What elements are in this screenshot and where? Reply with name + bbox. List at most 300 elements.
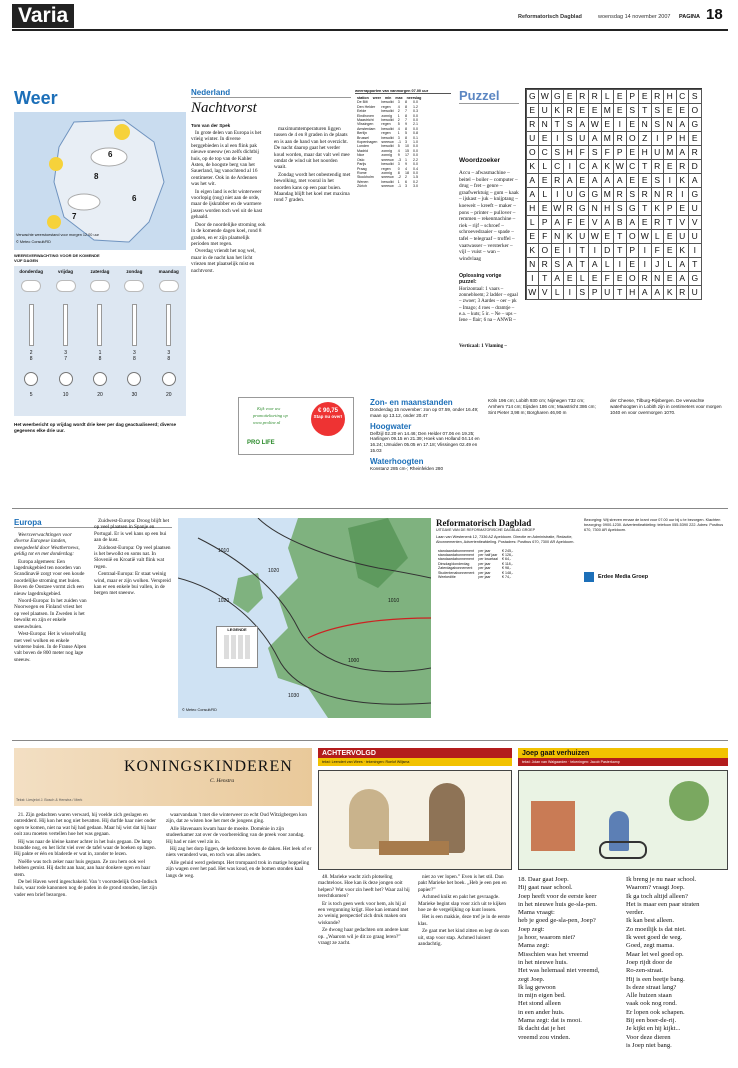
table-cell: 8 [404, 104, 407, 109]
grid-letter: W [538, 89, 552, 104]
grid-letter: E [576, 173, 590, 188]
page-number: 18 [706, 6, 723, 23]
table-row [355, 184, 420, 188]
waterhoogten-title: Waterhoogten [370, 456, 424, 466]
paragraph: Noëlle was toch zeker naar huis gegaan. Ze zou hem ook wel hebben gemist. Hij dacht aan haar, aan haar donkere ogen en haar stem. [14, 858, 151, 878]
isobar-label: 1010 [218, 548, 230, 554]
story-line: Het was helemaal niet vreemd, [518, 967, 600, 975]
table-cell: Zürich [357, 184, 367, 189]
grid-letter: F [601, 145, 615, 160]
wind-icon [127, 372, 141, 386]
table-cell: sneeuw [381, 140, 394, 145]
grid-letter: C [538, 145, 552, 160]
subscription-table [436, 549, 515, 580]
table-cell: per jaar [478, 570, 491, 575]
table-cell: 17 [404, 153, 409, 158]
paragraph: Centraal-Europa: Er staat weinig wind, maar er zijn wolken. Verspreid kan er een enkele bui vallen, in de bergen met sneeuw. [94, 571, 171, 597]
table-cell: per jaar [478, 561, 491, 566]
grid-letter: P [613, 145, 627, 160]
paragraph: West-Europa: Het is wisselvallig met veel wolken en enkele winterse buien. In de Franse Alpen valt boven de 800 meter nog lage sneeuw. [14, 631, 87, 663]
zon-text: Donderdag 15 november: zon op 07.59, onder 16.49; maan op 13.12, onder 20.47 [370, 407, 479, 418]
table-cell: 2.1 [412, 122, 418, 127]
grid-letter: I [551, 131, 565, 146]
grid-letter: Z [638, 131, 652, 146]
grid-letter: L [551, 285, 565, 300]
grid-letter: V [688, 215, 702, 230]
grid-letter: V [588, 215, 602, 230]
grid-letter: N [538, 117, 552, 132]
ad-price: € 90,75 [317, 408, 339, 414]
grid-letter: L [663, 257, 677, 272]
table-cell: -1 [397, 140, 401, 145]
thermometer-icon [63, 304, 68, 346]
grid-letter: A [551, 271, 565, 286]
figure-silhouette [349, 789, 389, 849]
grid-letter: L [538, 159, 552, 174]
grid-letter: E [526, 103, 540, 118]
table-cell: 9 [404, 162, 407, 167]
table-cell: regen [381, 131, 391, 136]
grid-letter: E [626, 117, 640, 132]
grid-letter: R [613, 187, 627, 202]
table-cell: 1.2 [412, 104, 418, 109]
grid-letter: H [676, 131, 690, 146]
table-cell: 0.0 [412, 162, 418, 167]
grid-letter: R [638, 271, 652, 286]
table-cell: Eelde [357, 109, 367, 114]
colofon [436, 518, 578, 728]
day-name: zondag [126, 269, 143, 274]
grid-letter: S [551, 257, 565, 272]
table-cell: standaardabonnement [438, 548, 474, 553]
kicker: Nederland [191, 88, 351, 98]
story-line: Ik ga toch altijd alleen? [626, 892, 688, 900]
map-temp-4: 6 [132, 194, 137, 203]
comic-credits: tekst: Jolan van Walgaarden · tekeningen: Jacob Pasterkamp [518, 758, 728, 766]
grid-letter: F [563, 215, 577, 230]
comic-banner [318, 748, 512, 758]
grid-letter: B [613, 215, 627, 230]
colofon-right [584, 518, 728, 728]
grid-letter: U [526, 131, 540, 146]
forecast-day [117, 266, 151, 416]
grid-letter: W [588, 229, 602, 244]
paragraph: Europa algemeen: Een lagedrukgebied ten noorden van Scandinavië zorgt voor een koude noordelijke stroming met buien. Boven de Oostzee vormt zich een nieuw lagedrukgebied. [14, 558, 85, 597]
isobar-label: 1020 [218, 598, 230, 604]
grid-letter: E [676, 201, 690, 216]
table-cell: € 74,- [501, 575, 512, 580]
isobar-label: 1000 [348, 658, 360, 664]
forecast-day [14, 266, 48, 416]
cloud-icon [21, 280, 41, 292]
intro: Weersverwachtingen voor diverse Europese landen, meegedeeld door Weathernews, geldig tot en met donderdag: [14, 532, 80, 558]
table-cell: 0.0 [412, 113, 418, 118]
grid-letter: E [663, 243, 677, 258]
story-line: Joep rijdt door de [626, 958, 673, 966]
table-cell: 8 [404, 135, 407, 140]
story-line: Ik kan best alleen. [626, 917, 674, 925]
date: woensdag 14 november 2007 [598, 14, 671, 20]
ad-logo: PRO LIFE [247, 440, 275, 446]
grid-letter: I [613, 257, 627, 272]
grid-letter: N [663, 117, 677, 132]
grid-letter: U [676, 229, 690, 244]
temp-max: 7 [64, 356, 67, 362]
story-line: 18. Daar gaat Joep. [518, 876, 569, 883]
serial-author: C. Henstra [210, 778, 235, 784]
story-line: Joep heeft voor de eerste keer [518, 892, 597, 900]
story-line: Is deze straat lang? [626, 983, 677, 991]
grid-letter: E [638, 173, 652, 188]
table-cell: sneeuw [381, 157, 394, 162]
weather-report-table [355, 89, 451, 359]
comic-title: Joep gaat verhuizen [522, 749, 590, 757]
grid-letter: U [576, 131, 590, 146]
grid-letter: A [588, 257, 602, 272]
weer-title: Weer [14, 88, 58, 108]
forecast-day [152, 266, 186, 416]
table-cell: 4 [397, 126, 400, 131]
story-line: Zo moeilijk is dat niet. [626, 925, 686, 933]
paragraph: Zuidoost-Europa: Op veel plaatsen is het bewolkt en soms nat. In Slovenië en Kroatië valt flink wat regen. [94, 544, 171, 570]
grid-letter: G [688, 117, 702, 132]
table-cell: 0.0 [412, 118, 418, 123]
grid-letter: H [638, 145, 652, 160]
grid-letter: O [626, 131, 640, 146]
table-cell: 3 [404, 184, 407, 189]
grid-letter: S [576, 285, 590, 300]
grid-letter: A [588, 173, 602, 188]
grid-letter: R [651, 159, 665, 174]
story-line: in mijn eigen bed. [518, 992, 566, 1000]
wind-icon [93, 372, 107, 386]
grid-letter: I [551, 187, 565, 202]
table-cell: 0.0 [412, 126, 418, 131]
day-name: vrijdag [58, 269, 74, 274]
grid-letter: E [588, 103, 602, 118]
grid-letter: R [688, 145, 702, 160]
table-cell: regen [381, 166, 391, 171]
grid-letter: A [676, 117, 690, 132]
map-temp-3: 7 [72, 212, 77, 221]
paragraph: Noord-Europa: In het zuiden van Noorwegen en Finland vriest het op veel plaatsen. In Zweden is het bewolkt en zijn er enkele sneeuwbuien. [14, 598, 87, 630]
byline: Tom van der Spek [191, 123, 231, 128]
grid-letter: S [626, 103, 640, 118]
word-search-grid [525, 88, 702, 300]
legend-icon [224, 635, 250, 659]
table-cell: 3 [397, 135, 400, 140]
grid-letter: H [563, 145, 577, 160]
grid-letter: R [588, 89, 602, 104]
table-cell: 0 [397, 166, 400, 171]
table-cell: 9 [397, 153, 400, 158]
paper-name: Reformatorisch Dagblad [518, 14, 582, 20]
table-cell: Madrid [357, 148, 368, 153]
table-cell: Studentenabonnement [438, 570, 475, 575]
grid-letter: I [688, 243, 702, 258]
koningskinderen-serial [14, 748, 312, 1062]
comic-banner [518, 748, 728, 758]
grid-letter: T [663, 215, 677, 230]
paragraph: niet zo ver lopen.” Even is het stil. Dan pakt Marieke het boek. „Heb je een pen en papier?” [418, 874, 507, 893]
paragraph: Er is toch geen werk voor hem, als hij al een vergunning krijgt. Hoe kan iemand met zo weinig perspectief zich druk maken om wiskunde? [318, 900, 409, 926]
table-cell: 4 [397, 148, 400, 153]
grid-letter: I [638, 243, 652, 258]
grid-letter: A [601, 173, 615, 188]
wind-value: 20 [97, 392, 103, 398]
story-line: ja hoor, waarom niet? [518, 934, 576, 942]
table-cell: -1 [397, 184, 401, 189]
joep-comic [518, 748, 728, 1062]
table-cell: Weekeditie [438, 575, 456, 580]
bicycle-shape [599, 841, 647, 859]
table-cell: 0.1 [412, 135, 418, 140]
grid-letter: R [538, 257, 552, 272]
grid-letter: A [626, 215, 640, 230]
table-cell: 0.0 [412, 144, 418, 149]
paragraph: Hij zag het dorp liggen, de kerktoren boven de daken. Het leek of er niets veranderd was, en toch was alles anders. [166, 846, 312, 859]
hoogwater-title: Hoogwater [370, 421, 412, 431]
story-line: Alle huizen staan [626, 992, 672, 1000]
table-cell: De Bilt [357, 100, 368, 105]
temp-min: 3 [167, 350, 171, 356]
section-title: Varia [12, 4, 74, 28]
grid-letter: I [526, 271, 540, 286]
story-line: Ik dacht dat je het [518, 1025, 566, 1033]
grid-letter: S [651, 103, 665, 118]
table-cell: 0.0 [412, 153, 418, 158]
table-cell: zonnig [381, 170, 392, 175]
advertisement[interactable] [238, 397, 354, 455]
temp-max: 8 [98, 356, 102, 362]
grid-letter: K [551, 103, 565, 118]
table-cell: € 126,- [501, 553, 514, 557]
story-line: Waarom? vraagt Joep. [626, 884, 685, 892]
story-line: vaak ook nog rond. [626, 1000, 677, 1008]
thermometer-icon [132, 304, 137, 346]
grid-letter: S [613, 201, 627, 216]
temp-max: 8 [29, 356, 33, 362]
table-cell: € 148,- [501, 570, 514, 575]
table-cell: 4 [404, 166, 407, 171]
paragraph: Alle geluid werd gedempt. Het trompaard trok in matige hoppeling zijn wagen over het pad. Het was koud, en de bomen stonden kaal langs de weg. [166, 859, 310, 879]
comic-credits: tekst: Leendert van Wees · tekeningen: Roelof Wiljsma [318, 758, 512, 766]
grid-letter: H [601, 201, 615, 216]
table-cell: 3 [397, 162, 400, 167]
table-cell: 3 [404, 140, 407, 145]
grid-letter: A [601, 215, 615, 230]
table-cell: Rome [357, 170, 367, 175]
grid-letter: E [663, 271, 677, 286]
story-line: Maar let wel goed op. [626, 950, 684, 958]
grid-letter: U [563, 187, 577, 202]
serial-title: KONINGSKINDEREN [124, 758, 293, 775]
grid-letter: E [638, 215, 652, 230]
table-cell: Nice [357, 153, 365, 158]
grid-letter: I [676, 187, 690, 202]
table-cell: Zaterdagabonnement [438, 566, 473, 571]
colofon-title: Reformatorisch Dagblad [436, 518, 532, 528]
tree-shape [669, 781, 709, 821]
paragraph: Zondag wordt het onbestendig met bewolking, met vooral in het noorden kans op een paar buien. Maandag blijft het koel met maxima rond 7 graden. [274, 171, 351, 204]
grid-letter: G [588, 187, 602, 202]
grid-letter: I [613, 117, 627, 132]
grid-letter: E [538, 201, 552, 216]
paragraph: Hij was naar de kleine kamer achter in het huis gegaan. De lamp brandde nog, en het licht viel over de tafel waar de boeken op lagen. Hij pakte er één en bladerde er wat in, zonder te lezen. [14, 838, 156, 858]
grid-letter: R [676, 285, 690, 300]
grid-letter: A [563, 257, 577, 272]
table-cell: 10 [404, 144, 409, 149]
wind-icon [24, 372, 38, 386]
wind-value: 30 [131, 392, 138, 398]
story-line: in een ander huis. [518, 1008, 565, 1016]
grid-letter: T [551, 117, 565, 132]
paragraph: Achmed knikt en pakt het gevraagde. Marieke begint slap voor zich uit te kijken hoe ze de vergelijking op kunt lossen. [418, 894, 507, 914]
comic-panel-image [318, 770, 512, 870]
day-name: maandag [158, 269, 179, 274]
paragraph: maximumtemperaturen liggen tussen de 4 en 8 graden in de plaats en is aan de hand van het overzicht. De nacht daarop gaat het verder koud worden, maar dat valt wel mee omdat de wind uit het noorden waait. [274, 126, 350, 171]
thermometer-icon [29, 304, 34, 346]
grid-letter: I [638, 257, 652, 272]
table-cell: bewolkt [381, 162, 394, 167]
table-cell: sneeuw [381, 184, 394, 189]
grid-letter: G [576, 201, 590, 216]
grid-letter: E [663, 229, 677, 244]
table-cell: 3 [397, 100, 400, 105]
map-temp-1: 6 [108, 150, 113, 159]
wind-value: 10 [62, 392, 69, 398]
grid-letter: E [663, 103, 677, 118]
colofon-subtitle: UITGAVE VAN DE REFORMATORISCHE DAGBLAD GROEP [436, 528, 535, 532]
paragraph: De bel Haven werd ingeschakeld. Van 't voorstedelijk Oost-Indisch huis, waar rode kanonnen nog de paden in de grond stonden, liet zijn vader een brief bezorgen. [14, 879, 158, 898]
grid-letter: R [563, 201, 577, 216]
table-cell: Berlijn [357, 131, 367, 136]
paragraph: Zuidwest-Europa: Droog blijft het op veel plaatsen in Spanje en Portugal. Er is wel kans op een bui aan de kust. [94, 518, 170, 544]
grid-letter: R [651, 215, 665, 230]
grid-letter: S [688, 89, 702, 104]
grid-letter: A [563, 173, 577, 188]
weather-table-body [355, 100, 420, 188]
grid-letter: W [613, 159, 627, 174]
table-cell: zonnig [381, 153, 392, 158]
table-cell: 7 [404, 109, 407, 114]
grid-letter: R [576, 89, 590, 104]
grid-letter: P [626, 243, 640, 258]
grid-letter: S [651, 173, 665, 188]
grid-letter: I [663, 173, 677, 188]
grid-letter: U [688, 229, 702, 244]
solution-title: Oplossing vorige puzzel: [459, 273, 502, 285]
nederland-article [191, 88, 351, 368]
table-cell: Wenen [357, 179, 369, 184]
grid-letter: W [551, 201, 565, 216]
grid-letter: E [563, 271, 577, 286]
map-graphic [14, 112, 186, 250]
grid-letter: T [538, 271, 552, 286]
grid-letter: C [626, 159, 640, 174]
grid-letter: L [601, 89, 615, 104]
grid-letter: G [626, 201, 640, 216]
story-line: Misschien was het vreemd [518, 950, 589, 958]
grid-letter: A [526, 187, 540, 202]
table-cell: zonnig [381, 148, 392, 153]
ad-line-1: Kijk voor uw [257, 406, 281, 411]
grid-letter: R [526, 117, 540, 132]
grid-letter: O [626, 229, 640, 244]
table-cell: bewolkt [381, 135, 394, 140]
grid-letter: E [588, 271, 602, 286]
grid-letter: N [526, 257, 540, 272]
europa-article [14, 518, 172, 728]
table-cell: -3 [397, 157, 401, 162]
table-cell: Oslo [357, 157, 365, 162]
europe-pressure-map [178, 518, 431, 718]
table-cell: standaardabonnement [438, 557, 474, 562]
table-cell: € 98,- [501, 566, 512, 571]
table-cell: Praag [357, 166, 367, 171]
grid-letter: G [688, 271, 702, 286]
table-cell: bewolkt [381, 144, 394, 149]
table-cell: per half jaar [478, 553, 498, 557]
story-line: verder. [626, 909, 645, 917]
grid-letter: J [651, 257, 665, 272]
table-cell: 4 [397, 104, 400, 109]
grid-letter: T [613, 229, 627, 244]
grid-letter: H [663, 89, 677, 104]
grid-letter: C [551, 159, 565, 174]
grid-letter: S [551, 145, 565, 160]
comic-panel-image [518, 770, 728, 870]
grid-letter: R [563, 103, 577, 118]
grid-letter: E [638, 89, 652, 104]
grid-letter: R [663, 187, 677, 202]
grid-letter: P [626, 89, 640, 104]
grid-letter: E [613, 103, 627, 118]
grid-letter: P [663, 131, 677, 146]
table-cell: 18 [404, 170, 409, 175]
table-cell: Den Helder [357, 104, 376, 109]
grid-letter: R [613, 131, 627, 146]
table-cell: 2.2 [412, 157, 418, 162]
table-cell: 7 [404, 118, 407, 123]
grid-letter: K [651, 201, 665, 216]
table-cell: Londen [357, 144, 369, 149]
table-cell: 1.5 [412, 175, 418, 180]
grid-letter: S [651, 117, 665, 132]
weer-section [14, 88, 186, 438]
grid-letter: N [551, 229, 565, 244]
paragraph: Ze gaat met het kind zitten en legt de som uit, stap voor stap. Achmed luistert aandachtig. [418, 928, 509, 948]
forecast-day [83, 266, 117, 416]
grid-letter: K [676, 173, 690, 188]
grid-letter: I [563, 159, 577, 174]
sun-cloud-icon [90, 280, 110, 292]
grid-letter: I [588, 243, 602, 258]
column-header: neerslag [406, 96, 422, 100]
grid-letter: M [663, 145, 677, 160]
table-shape [379, 841, 449, 855]
story-line: Joep zegt: [518, 925, 545, 933]
grid-letter: S [626, 187, 640, 202]
table-cell: Maastricht [357, 118, 374, 123]
grid-letter: D [688, 159, 702, 174]
table-cell: standaardabonnement [438, 553, 474, 557]
grid-letter: E [688, 131, 702, 146]
grid-letter: A [588, 159, 602, 174]
grid-letter: D [601, 243, 615, 258]
grid-letter: P [663, 201, 677, 216]
legend-box [216, 626, 258, 668]
